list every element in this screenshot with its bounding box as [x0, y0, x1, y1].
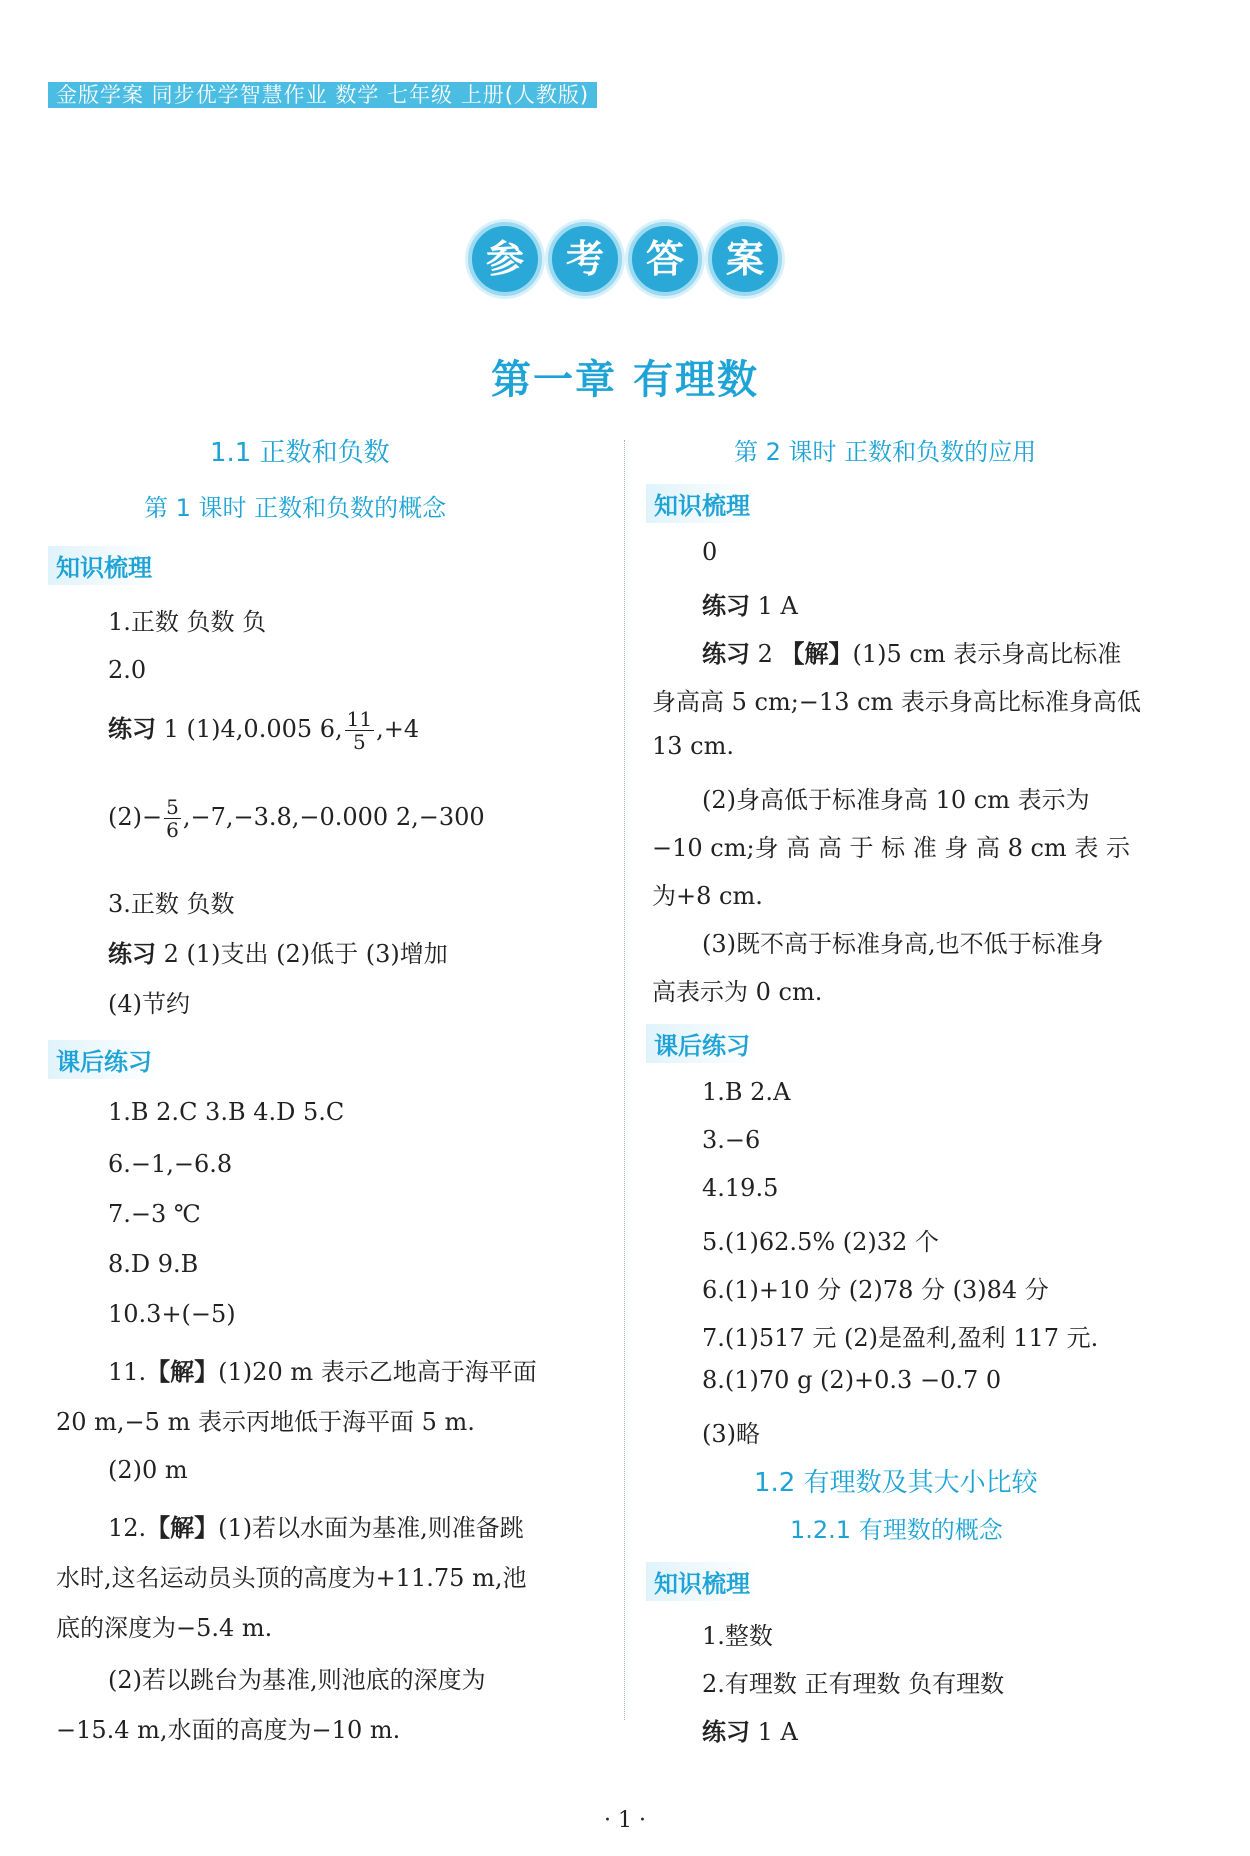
section-label-knowledge: 知识梳理: [646, 484, 758, 523]
fraction-numerator: 5: [166, 795, 179, 819]
answers-title-char: 考: [548, 222, 622, 296]
answer-line: 底的深度为−5.4 m.: [56, 1614, 273, 1642]
answer-line: 高表示为 0 cm.: [652, 978, 823, 1006]
section-label-practice: 课后练习: [48, 1040, 160, 1079]
answer-line: (2)若以跳台为基准,则池底的深度为: [108, 1666, 486, 1694]
exercise-line: [702, 1712, 798, 1747]
answer-line: 6.−1,−6.8: [108, 1150, 233, 1178]
fraction: [164, 796, 181, 841]
answer-line: 2.0: [108, 656, 147, 684]
answer-line: [108, 1508, 524, 1543]
answer-line: 2.有理数 正有理数 负有理数: [702, 1670, 1005, 1698]
exercise-label: 练习: [108, 940, 156, 968]
exercise-label: 练习: [702, 1718, 750, 1746]
exercise-text: (2)−: [108, 803, 163, 831]
answer-line: 6.(1)+10 分 (2)78 分 (3)84 分: [702, 1276, 1049, 1304]
answer-text: (1)若以水面为基准,则准备跳: [218, 1514, 524, 1542]
book-header-banner: 金版学案 同步优学智慧作业 数学 七年级 上册(人教版): [48, 82, 597, 108]
question-number: 12.: [108, 1514, 147, 1542]
exercise-text: ,+4: [376, 715, 420, 743]
answer-text: (1)20 m 表示乙地高于海平面: [218, 1358, 537, 1386]
answers-title-char: 答: [628, 222, 702, 296]
answer-line: 5.(1)62.5% (2)32 个: [702, 1228, 939, 1256]
answer-line: 1.B 2.A: [702, 1078, 791, 1106]
answer-line: (3)略: [702, 1420, 760, 1448]
answer-line: 20 m,−5 m 表示丙地低于海平面 5 m.: [56, 1408, 475, 1436]
answers-title: [0, 222, 1250, 296]
section-label-knowledge: 知识梳理: [48, 546, 160, 585]
answer-line: 7.−3 ℃: [108, 1200, 201, 1228]
answer-line: (4)节约: [108, 990, 190, 1018]
solution-mark: 【解】: [780, 640, 853, 668]
answers-title-char: 案: [708, 222, 782, 296]
section-title: 1.2 有理数及其大小比较: [754, 1468, 1038, 1498]
answer-line: 1.整数: [702, 1622, 773, 1650]
page-number: · 1 ·: [604, 1808, 646, 1833]
answers-title-char: 参: [468, 222, 542, 296]
column-divider: [624, 440, 625, 1720]
answer-line: −10 cm;身 高 高 于 标 准 身 高 8 cm 表 示: [652, 834, 1130, 862]
fraction-denominator: 6: [166, 818, 179, 842]
answer-line: −15.4 m,水面的高度为−10 m.: [56, 1716, 401, 1744]
answer-line: 13 cm.: [652, 732, 734, 760]
fraction-denominator: 5: [353, 730, 366, 754]
answer-line: (3)既不高于标准身高,也不低于标准身: [702, 930, 1104, 958]
exercise-text: 2: [750, 640, 781, 668]
answer-line: 8.D 9.B: [108, 1250, 199, 1278]
answer-line: 8.(1)70 g (2)+0.3 −0.7 0: [702, 1366, 1002, 1394]
section-label-knowledge: 知识梳理: [646, 1562, 758, 1601]
exercise-text: 1 A: [750, 592, 798, 620]
exercise-line: [702, 586, 798, 621]
answer-line: 1.B 2.C 3.B 4.D 5.C: [108, 1098, 345, 1126]
exercise-line: [108, 708, 419, 753]
answer-line: 0: [702, 538, 718, 566]
answer-line: (2)身高低于标准身高 10 cm 表示为: [702, 786, 1090, 814]
answer-text: (1)5 cm 表示身高比标准: [852, 640, 1122, 668]
answer-line: 4.19.5: [702, 1174, 779, 1202]
solution-mark: 【解】: [146, 1514, 219, 1542]
solution-mark: 【解】: [146, 1358, 219, 1386]
exercise-label: 练习: [702, 592, 750, 620]
fraction: [345, 708, 374, 753]
answer-line: 水时,这名运动员头顶的高度为+11.75 m,池: [56, 1564, 527, 1592]
chapter-title: 第一章 有理数: [491, 356, 759, 403]
answer-line: 1.正数 负数 负: [108, 608, 267, 636]
answer-line: 身高高 5 cm;−13 cm 表示身高比标准身高低: [652, 688, 1141, 716]
exercise-text: 1 A: [750, 1718, 798, 1746]
exercise-label: 练习: [108, 715, 156, 743]
subsection-title: 1.2.1 有理数的概念: [790, 1516, 1003, 1544]
answer-line: (2)0 m: [108, 1456, 188, 1484]
exercise-text: 2 (1)支出 (2)低于 (3)增加: [156, 940, 448, 968]
section-label-practice: 课后练习: [646, 1024, 758, 1063]
exercise-text: 1 (1)4,0.005 6,: [156, 715, 343, 743]
answer-line: 3.正数 负数: [108, 890, 235, 918]
answer-line: [108, 1352, 537, 1387]
lesson-title: 第 2 课时 正数和负数的应用: [734, 438, 1037, 466]
lesson-title: 第 1 课时 正数和负数的概念: [144, 494, 447, 522]
exercise-line: [108, 796, 485, 841]
exercise-line: [702, 634, 1121, 669]
exercise-text: ,−7,−3.8,−0.000 2,−300: [182, 803, 485, 831]
section-title: 1.1 正数和负数: [210, 438, 390, 468]
exercise-line: [108, 934, 448, 969]
exercise-label: 练习: [702, 640, 750, 668]
answer-line: 3.−6: [702, 1126, 761, 1154]
fraction-numerator: 11: [346, 707, 373, 731]
answer-line: 10.3+(−5): [108, 1300, 236, 1328]
answer-line: 为+8 cm.: [652, 882, 763, 910]
question-number: 11.: [108, 1358, 147, 1386]
answer-line: 7.(1)517 元 (2)是盈利,盈利 117 元.: [702, 1324, 1099, 1352]
